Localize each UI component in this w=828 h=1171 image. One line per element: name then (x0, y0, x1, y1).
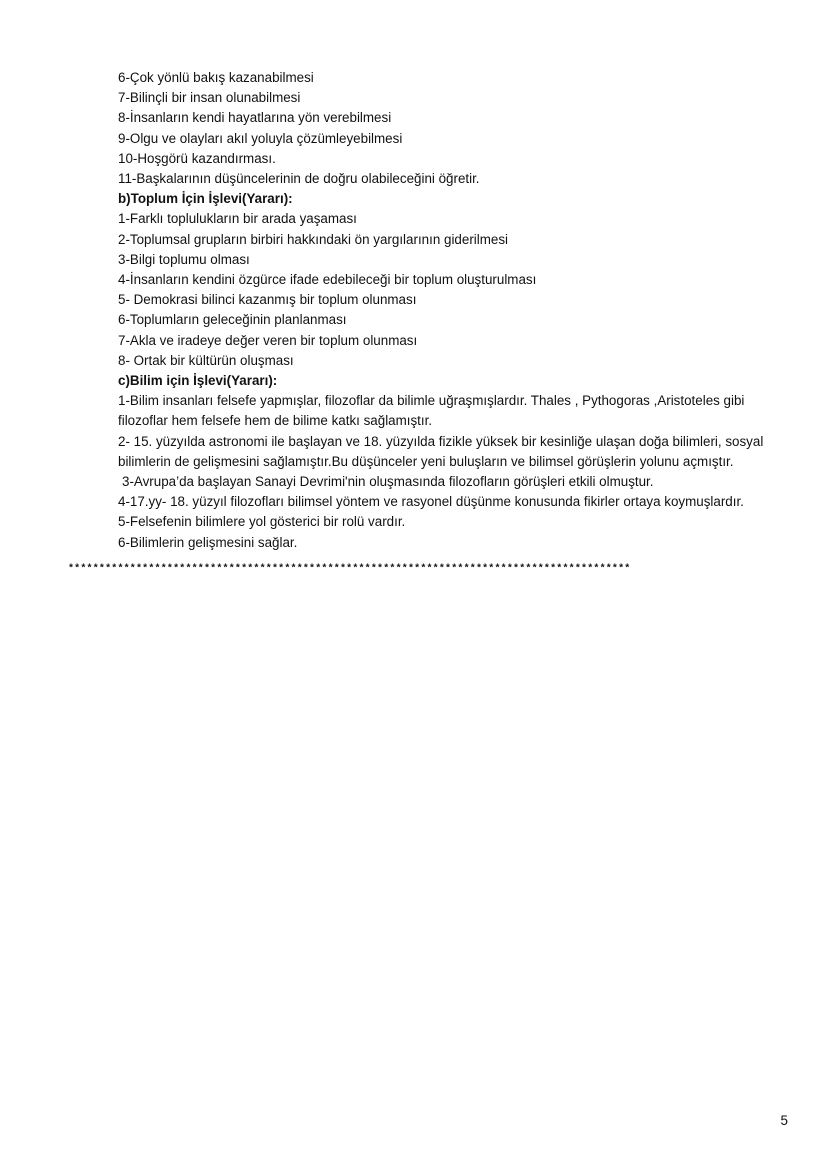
paragraph-line: 1-Bilim insanları felsefe yapmışlar, filozoflar da bilimle uğraşmışlardır. Thales , Pythogoras ,Aristoteles gibi (118, 393, 745, 409)
asterisk-separator: ******************************************************************************************* (68, 564, 631, 575)
list-item: 11-Başkalarının düşüncelerinin de doğru olabileceğini öğretir. (118, 171, 480, 187)
document-body (118, 68, 798, 553)
list-item: 6-Çok yönlü bakış kazanabilmesi (118, 70, 314, 85)
section-heading-society: b)Toplum İçin İşlevi(Yararı): (118, 191, 293, 207)
list-item: 3-Bilgi toplumu olması (118, 251, 250, 267)
list-item: 7-Bilinçli bir insan olunabilmesi (118, 90, 301, 106)
list-item: 8-İnsanların kendi hayatlarına yön verebilmesi (118, 110, 392, 126)
list-item: 8- Ortak bir kültürün oluşması (118, 352, 294, 368)
section-heading-science: c)Bilim için İşlevi(Yararı): (118, 373, 278, 389)
paragraph-line: filozoflar hem felsefe hem de bilime katkı sağlamıştır. (118, 413, 433, 429)
paragraph-line: 3-Avrupa’da başlayan Sanayi Devrimi'nin oluşmasında filozofların görüşleri etkili olmuştur. (122, 474, 654, 490)
paragraph-line: 2- 15. yüzyılda astronomi ile başlayan ve 18. yüzyılda fizikle yüksek bir kesinliğe ulaşan doğa bilimleri, sosyal (118, 433, 764, 449)
list-item: 10-Hoşgörü kazandırması. (118, 150, 276, 166)
list-item: 4-İnsanların kendini özgürce ifade edebileceği bir toplum oluşturulması (118, 272, 537, 288)
paragraph-line: 6-Bilimlerin gelişmesini sağlar. (118, 534, 298, 550)
paragraph-line: 5-Felsefenin bilimlere yol gösterici bir rolü vardır. (118, 514, 406, 530)
list-item: 2-Toplumsal grupların birbiri hakkındaki ön yargılarının giderilmesi (118, 231, 508, 247)
list-item: 5- Demokrasi bilinci kazanmış bir toplum olunması (118, 292, 417, 308)
paragraph-line: bilimlerin de gelişmesini sağlamıştır.Bu düşünceler yeni buluşların ve bilimsel görüşlerin yolunu açmıştır. (118, 453, 734, 469)
page-number: 5 (780, 1113, 788, 1128)
list-item: 6-Toplumların geleceğinin planlanması (118, 312, 347, 328)
list-item: 9-Olgu ve olayları akıl yoluyla çözümleyebilmesi (118, 130, 403, 146)
paragraph-line: 4-17.yy- 18. yüzyıl filozofları bilimsel yöntem ve rasyonel düşünme konusunda fikirler ortaya koymuşlardır. (118, 494, 744, 510)
list-item: 1-Farklı toplulukların bir arada yaşaması (118, 211, 357, 227)
list-item: 7-Akla ve iradeye değer veren bir toplum olunması (118, 332, 418, 348)
